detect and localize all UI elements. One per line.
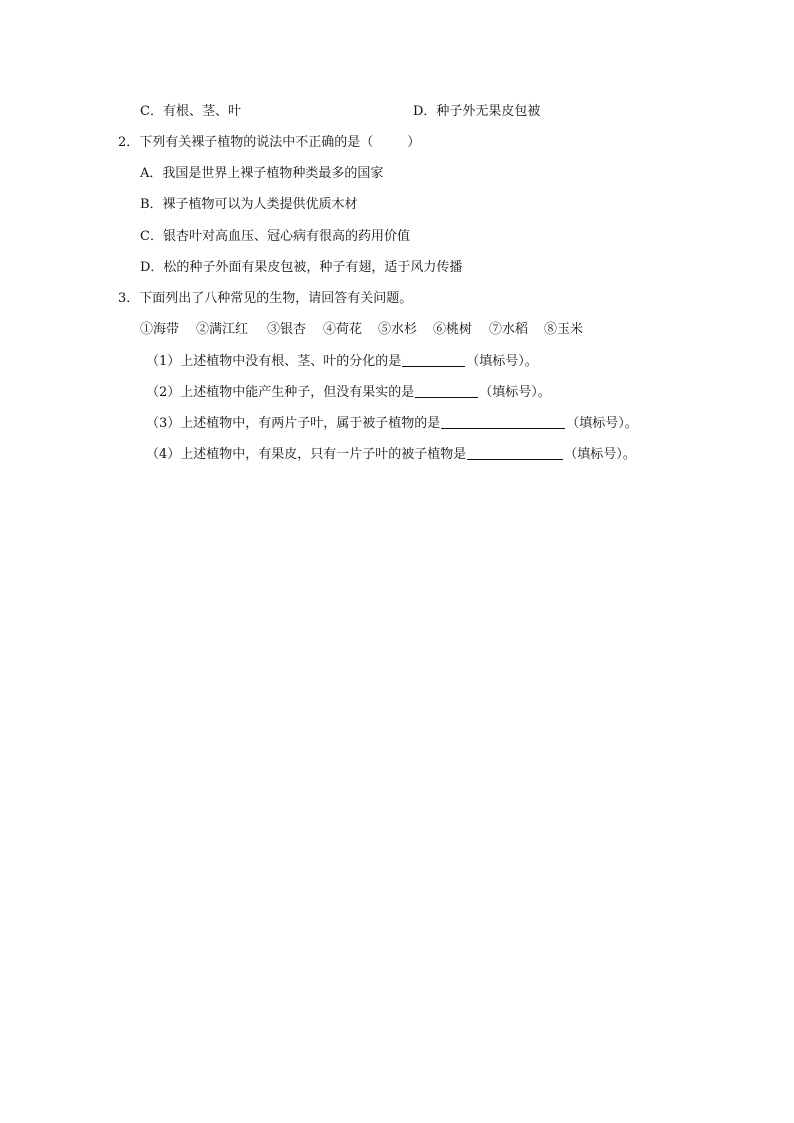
subquestion-suffix: （填标号）。 — [566, 416, 638, 431]
subquestion-text: （2）上述植物中能产生种子，但没有果实的是 — [146, 385, 415, 400]
organism-item: ⑦水稻 — [489, 322, 529, 337]
q2-stem-close: ） — [407, 135, 421, 150]
subquestion-text: （4）上述植物中，有果皮，只有一片子叶的被子植物是 — [146, 447, 467, 462]
organism-item: ④荷花 — [323, 322, 363, 337]
subquestion-suffix: （填标号）。 — [466, 354, 538, 369]
answer-blank[interactable] — [441, 416, 565, 429]
q1-option-c: C．有根、茎、叶 — [140, 104, 241, 119]
q2-option-a: A．我国是世界上裸子植物种类最多的国家 — [140, 166, 384, 181]
subquestion-suffix: （填标号）。 — [479, 385, 551, 400]
subquestion-text: （3）上述植物中，有两片子叶，属于被子植物的是 — [146, 416, 441, 431]
q3-subquestion-3 — [146, 416, 638, 430]
q3-subquestion-4 — [146, 447, 636, 461]
organism-item: ②满江红 — [196, 322, 249, 337]
q2-option-c: C．银杏叶对高血压、冠心病有很高的药用价值 — [140, 229, 410, 244]
q3-stem: 3．下面列出了八种常见的生物，请回答有关问题。 — [118, 291, 413, 306]
q3-subquestion-1 — [146, 354, 538, 368]
organism-item: ⑥桃树 — [433, 322, 473, 337]
subquestion-suffix: （填标号）。 — [564, 447, 636, 462]
organism-item: ⑧玉米 — [544, 322, 584, 337]
organism-item: ①海带 — [140, 322, 180, 337]
organism-item: ⑤水杉 — [378, 322, 418, 337]
q3-subquestion-2 — [146, 385, 551, 399]
organism-item: ③银杏 — [267, 322, 307, 337]
q2-option-d: D．松的种子外面有果皮包被，种子有翅，适于风力传播 — [140, 260, 463, 275]
answer-blank[interactable] — [467, 447, 563, 460]
q2-stem-text: 2．下列有关裸子植物的说法中不正确的是（ — [118, 135, 374, 150]
q1-option-d: D．种子外无果皮包被 — [413, 104, 541, 119]
q2-stem — [118, 136, 420, 149]
answer-blank[interactable] — [402, 354, 465, 367]
answer-blank[interactable] — [415, 385, 478, 398]
q2-option-b: B．裸子植物可以为人类提供优质木材 — [140, 197, 358, 212]
subquestion-text: （1）上述植物中没有根、茎、叶的分化的是 — [146, 354, 402, 369]
